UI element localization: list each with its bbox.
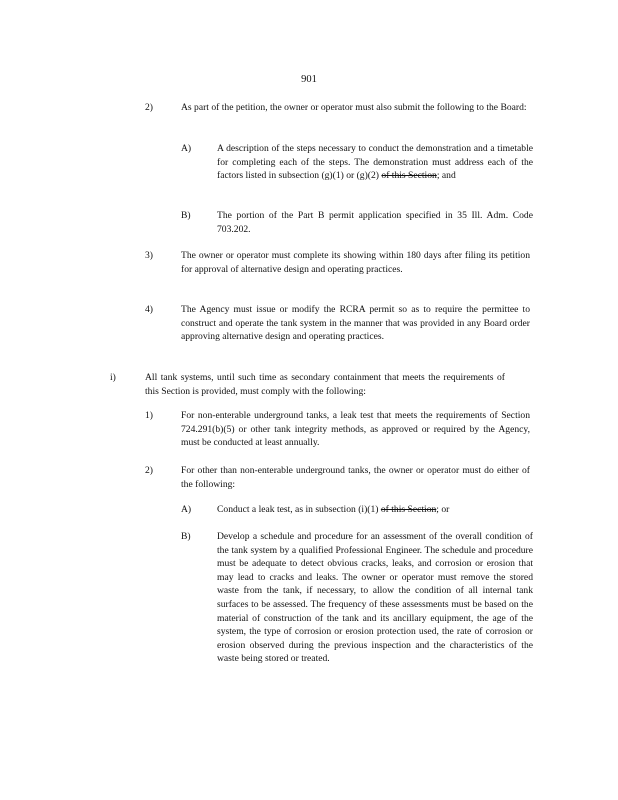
item-text: All tank systems, until such time as secondary containment that meets the requirements of this Section is provided, must comply with the following: (145, 372, 505, 397)
item-text: The owner or operator must complete its showing within 180 days after filing its petition for approval of alternative design and operating practices. (181, 250, 530, 275)
page-number: 901 (301, 74, 317, 85)
item-label: A) (181, 143, 192, 154)
item-text-main: Conduct a leak test, as in subsection (i)(1) (217, 504, 381, 515)
item-text (217, 503, 533, 517)
item-label: i) (110, 372, 116, 383)
item-text-end: ; and (436, 170, 456, 182)
item-label: 4) (145, 304, 153, 315)
item-text: For non-enterable underground tanks, a leak test that meets the requirements of Section 724.291(b)(5) or other tank integrity methods, as approved or required by the Agency, must be conducted at least annually. (181, 410, 530, 449)
struck-text: of this Section (380, 504, 437, 515)
item-text: As part of the petition, the owner or operator must also submit the following to the Board: (181, 102, 527, 113)
item-text-end: ; or (436, 504, 450, 515)
item-label: B) (181, 531, 191, 542)
item-text: The Agency must issue or modify the RCRA permit so as to require the permittee to construct and operate the tank system in the manner that was provided in any Board order approving alternative design and operating practices. (181, 304, 530, 343)
item-text: The portion of the Part B permit application specified in 35 Ill. Adm. Code 703.202. (217, 210, 533, 235)
item-label: A) (181, 504, 192, 515)
item-label: 3) (145, 250, 153, 261)
item-label: B) (181, 210, 191, 221)
item-text (217, 142, 533, 183)
item-label: 2) (145, 465, 153, 476)
item-label: 2) (145, 102, 153, 113)
struck-text: of this Section (381, 170, 437, 182)
item-text-main: A description of the steps necessary to conduct the demonstration and a timetable for completing each of the steps. The demonstration must address each of the factors listed in subsection (g)(1) or (g)(2) (217, 143, 533, 182)
item-text: Develop a schedule and procedure for an assessment of the overall condition of the tank system by a qualified Professional Engineer. The schedule and procedure must be adequate to detect obvious cracks, leaks, and corrosion or erosion that may lead to cracks and leaks. The owner or operator must remove the stored waste from the tank, if necessary, to allow the condition of all internal tank surfaces to be assessed. The frequency of these assessments must be based on the material of construction of the tank and its ancillary equipment, the age of the system, the type of corrosion or erosion protection used, the rate of corrosion or erosion observed during the previous inspection and the characteristics of the waste being stored or treated. (217, 531, 533, 665)
item-label: 1) (145, 410, 153, 421)
item-text: For other than non-enterable underground tanks, the owner or operator must do either of the following: (181, 465, 530, 490)
